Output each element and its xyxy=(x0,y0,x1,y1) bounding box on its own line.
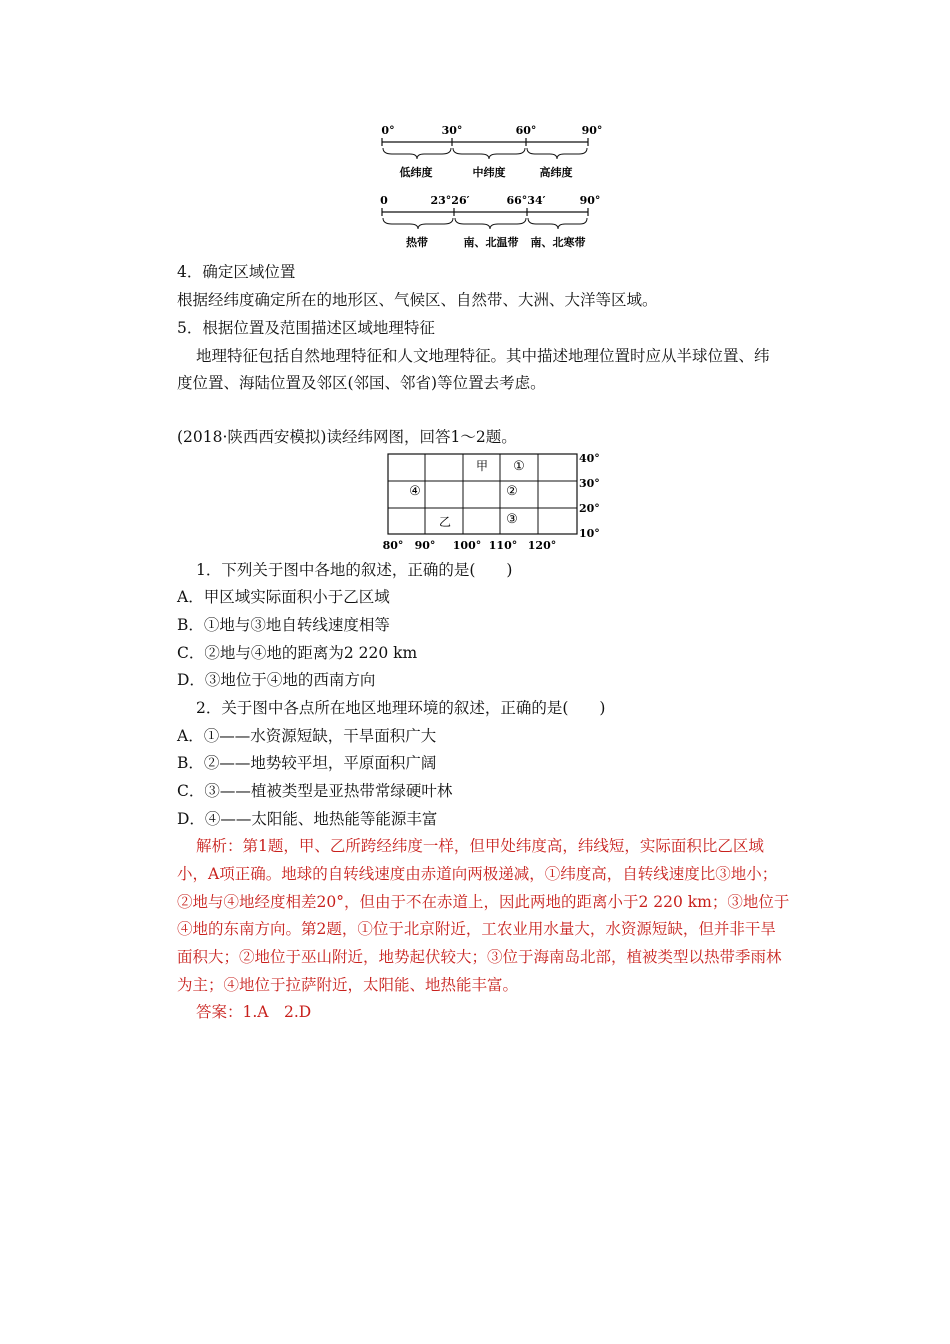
zone-label: 热带 xyxy=(406,236,428,249)
item5-body: 度位置、海陆位置及邻区(邻国、邻省)等位置去考虑。 xyxy=(177,374,546,392)
q2-option-a: A．①——水资源短缺，干旱面积广大 xyxy=(177,727,437,745)
analysis-line: ②地与④地经度相差20°，但由于不在赤道上，因此两地的距离小于2 220 km；③地位于 xyxy=(177,893,790,911)
q1-option-b: B．①地与③地自转线速度相等 xyxy=(177,616,390,634)
analysis-line: ④地的东南方向。第2题，①位于北京附近，工农业用水量大，水资源短缺，但并非干旱 xyxy=(177,920,776,938)
lat-label: 40° xyxy=(579,452,600,465)
analysis-line: 小，A项正确。地球的自转线速度由赤道向两极递减，①纬度高，自转线速度比③地小； xyxy=(177,865,778,883)
item5-body: 地理特征包括自然地理特征和人文地理特征。其中描述地理位置时应从半球位置、纬 xyxy=(196,347,770,365)
marker-yi: 乙 xyxy=(438,515,452,529)
latitude-zone-diagram xyxy=(370,118,620,188)
zone-label: 中纬度 xyxy=(472,166,506,179)
lon-label: 90° xyxy=(414,539,436,552)
lat-tick-label: 60° xyxy=(515,124,537,137)
latlon-grid-map xyxy=(378,448,618,556)
lat-tick-label: 30° xyxy=(441,124,463,137)
zone-label: 南、北寒带 xyxy=(530,236,586,249)
brace xyxy=(528,218,587,229)
brace xyxy=(383,218,453,229)
climate-tick-label: 23°26′ xyxy=(430,194,470,207)
q2-stem: 2．关于图中各点所在地区地理环境的叙述，正确的是( ) xyxy=(196,699,606,717)
climate-tick-label: 0 xyxy=(380,194,388,207)
analysis-line: 为主；④地位于拉萨附近，太阳能、地热能丰富。 xyxy=(177,976,519,994)
brace xyxy=(527,148,587,159)
lat-label: 10° xyxy=(579,527,600,540)
lat-label: 30° xyxy=(579,477,600,490)
lat-tick-label: 90° xyxy=(581,124,603,137)
answer-line: 答案：1.A 2.D xyxy=(196,1003,312,1021)
item4-body: 根据经纬度确定所在的地形区、气候区、自然带、大洲、大洋等区域。 xyxy=(177,291,658,309)
brace xyxy=(455,218,526,229)
analysis-line: 解析：第1题，甲、乙所跨经纬度一样，但甲处纬度高，纬线短，实际面积比乙区域 xyxy=(196,837,764,855)
analysis-line: 面积大；②地位于巫山附近，地势起伏较大；③位于海南岛北部，植被类型以热带季雨林 xyxy=(177,948,782,966)
climate-tick-label: 66°34′ xyxy=(506,194,546,207)
zone-label: 低纬度 xyxy=(399,166,433,179)
marker-3: ③ xyxy=(506,512,518,527)
climate-tick-label: 90° xyxy=(579,194,601,207)
brace xyxy=(383,148,451,159)
zone-label: 南、北温带 xyxy=(463,236,519,249)
q2-option-b: B．②——地势较平坦，平原面积广阔 xyxy=(177,754,437,772)
brace xyxy=(453,148,525,159)
lon-label: 100° xyxy=(452,539,482,552)
marker-2: ② xyxy=(506,484,518,499)
q1-option-d: D．③地位于④地的西南方向 xyxy=(177,671,376,689)
marker-4: ④ xyxy=(409,484,421,499)
lat-label: 20° xyxy=(579,502,600,515)
item4-title: 4．确定区域位置 xyxy=(177,263,296,281)
marker-jia: 甲 xyxy=(475,459,489,473)
lon-label: 110° xyxy=(488,539,518,552)
climate-zone-diagram xyxy=(370,188,620,258)
q2-option-d: D．④——太阳能、地热能等能源丰富 xyxy=(177,810,438,828)
lon-label: 120° xyxy=(527,539,557,552)
lon-label: 80° xyxy=(382,539,404,552)
marker-1: ① xyxy=(513,459,525,474)
q1-stem: 1．下列关于图中各地的叙述，正确的是( ) xyxy=(196,561,513,579)
zone-label: 高纬度 xyxy=(539,166,573,179)
question-intro: (2018·陕西西安模拟)读经纬网图，回答1～2题。 xyxy=(177,428,517,446)
item5-title: 5．根据位置及范围描述区域地理特征 xyxy=(177,319,435,337)
q1-option-c: C．②地与④地的距离为2 220 km xyxy=(177,644,418,662)
q2-option-c: C．③——植被类型是亚热带常绿硬叶林 xyxy=(177,782,453,800)
lat-tick-label: 0° xyxy=(381,124,395,137)
q1-option-a: A．甲区域实际面积小于乙区域 xyxy=(177,588,390,606)
